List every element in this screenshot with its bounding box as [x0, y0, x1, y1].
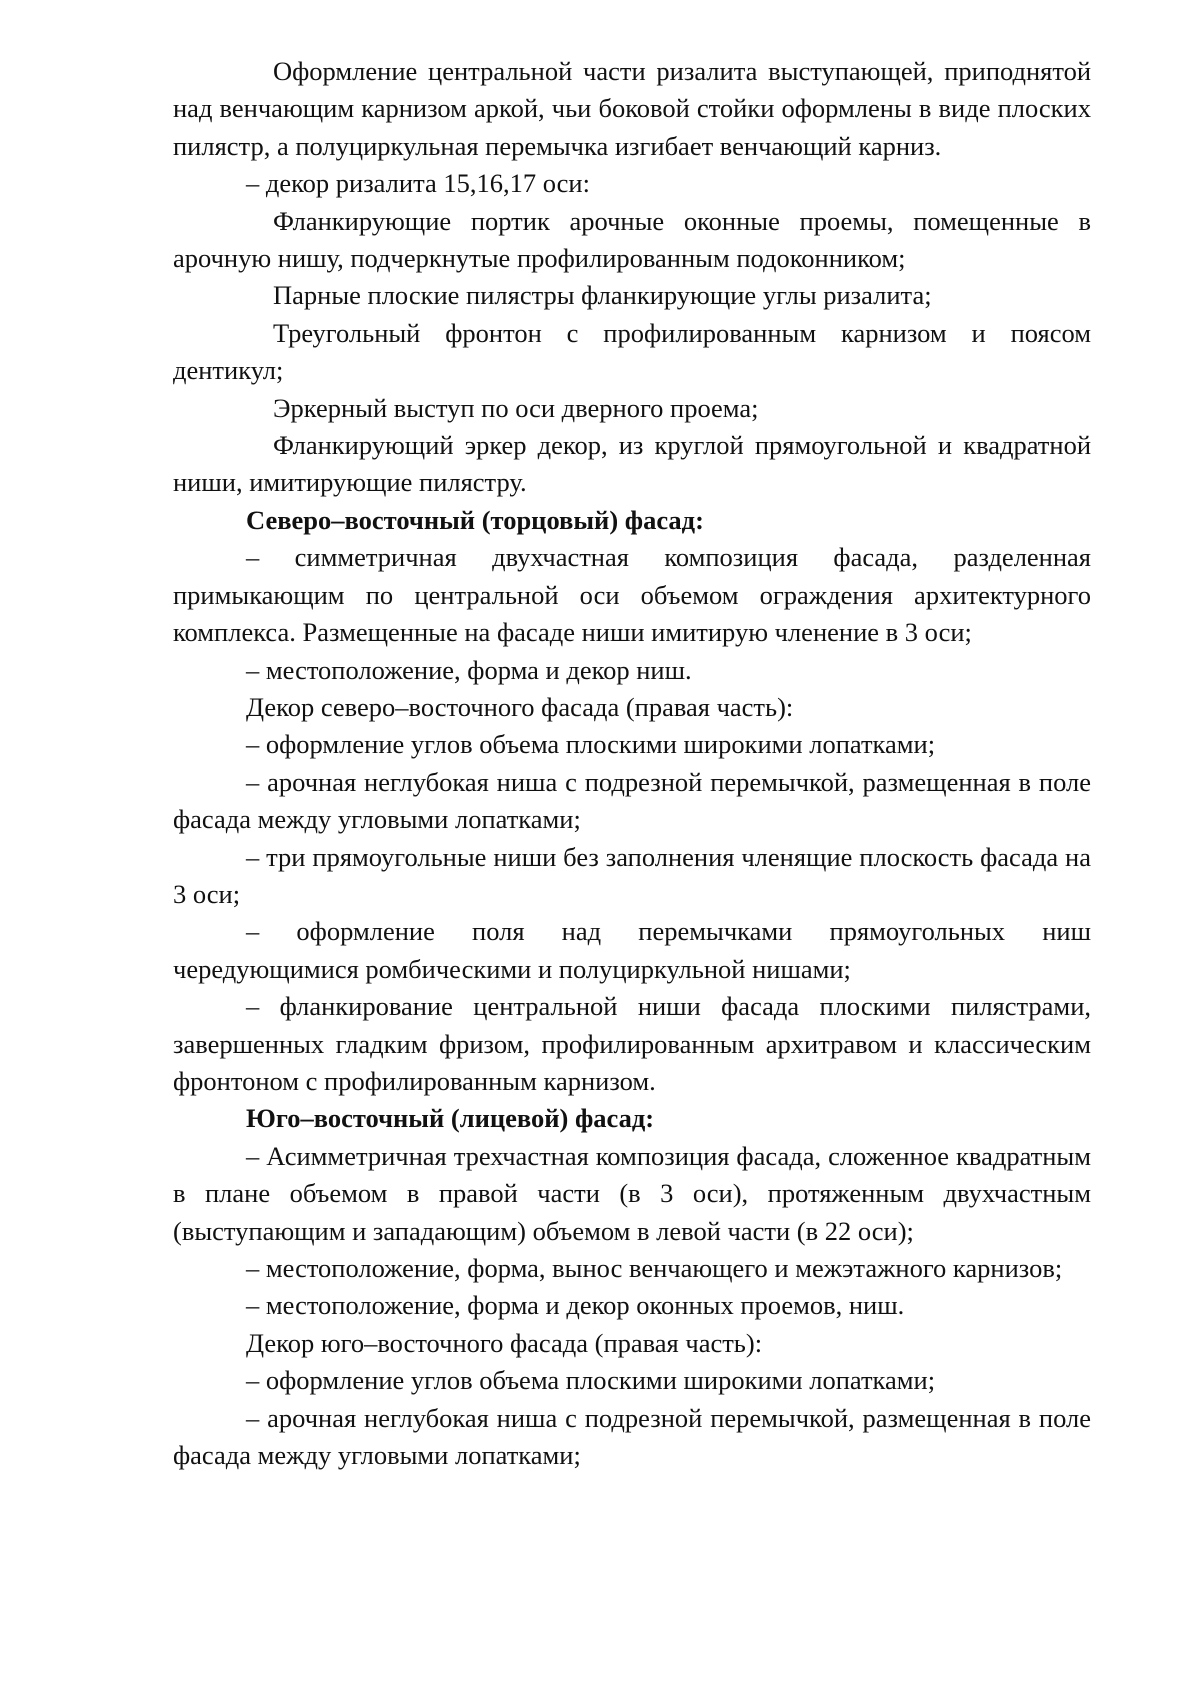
- section-heading-northeast: Северо–восточный (торцовый) фасад:: [246, 504, 704, 535]
- paragraph-ne-arched-niche: – арочная неглубокая ниша с подрезной перемычкой, размещенная в поле фасада между угловыми лопатками;: [173, 766, 1091, 835]
- paragraph-ne-flanking: – фланкирование центральной ниши фасада плоскими пилястрами, завершенных гладким фризом, профилированным архитравом и классическим фронтоном с профилированным карнизом.: [173, 991, 1091, 1096]
- paragraph-se-decor-title: Декор юго–восточного фасада (правая часть):: [246, 1327, 763, 1358]
- paragraph-risalit-decor: – декор ризалита 15,16,17 оси:: [246, 168, 590, 199]
- paragraph-se-openings: – местоположение, форма и декор оконных проемов, ниш.: [246, 1290, 905, 1321]
- paragraph-se-corners: – оформление углов объема плоскими широкими лопатками;: [246, 1365, 936, 1396]
- paragraph-bay-window: Эркерный выступ по оси дверного проема;: [273, 392, 759, 423]
- paragraph-pediment: Треугольный фронтон с профилированным карнизом и поясом дентикул;: [173, 317, 1091, 386]
- paragraph-risalit-center: Оформление центральной части ризалита выступающей, приподнятой над венчающим карнизом аркой, чьи боковой стойки оформлены в виде плоских пилястр, а полуциркульная перемычка изгибает венчающий карниз.: [173, 56, 1091, 161]
- paragraph-se-composition: – Асимметричная трехчастная композиция фасада, сложенное квадратным в плане объемом в правой части (в 3 оси), протяженным двухчастным (выступающим и западающим) объемом в левой части (в 22 оси);: [173, 1140, 1091, 1246]
- paragraph-ne-decor-title: Декор северо–восточного фасада (правая часть):: [246, 691, 794, 722]
- paragraph-ne-rect-niches: – три прямоугольные ниши без заполнения членящие плоскость фасада на 3 оси;: [173, 841, 1091, 909]
- paragraph-se-arched-niche: – арочная неглубокая ниша с подрезной перемычкой, размещенная в поле фасада между угловыми лопатками;: [173, 1402, 1091, 1471]
- paragraph-ne-niches: – местоположение, форма и декор ниш.: [246, 654, 692, 685]
- paragraph-se-cornices: – местоположение, форма, вынос венчающего и межэтажного карнизов;: [246, 1253, 1063, 1283]
- paragraph-pilasters: Парные плоские пилястры фланкирующие углы ризалита;: [273, 280, 932, 311]
- paragraph-ne-composition: – симметричная двухчастная композиция фасада, разделенная примыкающим по центральной оси объемом ограждения архитектурного комплекса. Размещенные на фасаде ниши имитирую членение в 3 оси;: [173, 542, 1091, 648]
- document-page: [173, 53, 1091, 1474]
- section-heading-southeast: Юго–восточный (лицевой) фасад:: [246, 1103, 655, 1134]
- paragraph-ne-field-decor: – оформление поля над перемычками прямоугольных ниш чередующимися ромбическими и полуциркульной нишами;: [173, 916, 1091, 984]
- paragraph-ne-corners: – оформление углов объема плоскими широкими лопатками;: [246, 729, 936, 760]
- paragraph-bay-decor: Фланкирующий эркер декор, из круглой прямоугольной и квадратной ниши, имитирующие пилястру.: [173, 430, 1091, 498]
- paragraph-arched-windows: Фланкирующие портик арочные оконные проемы, помещенные в арочную нишу, подчеркнутые профилированным подоконником;: [173, 205, 1091, 274]
